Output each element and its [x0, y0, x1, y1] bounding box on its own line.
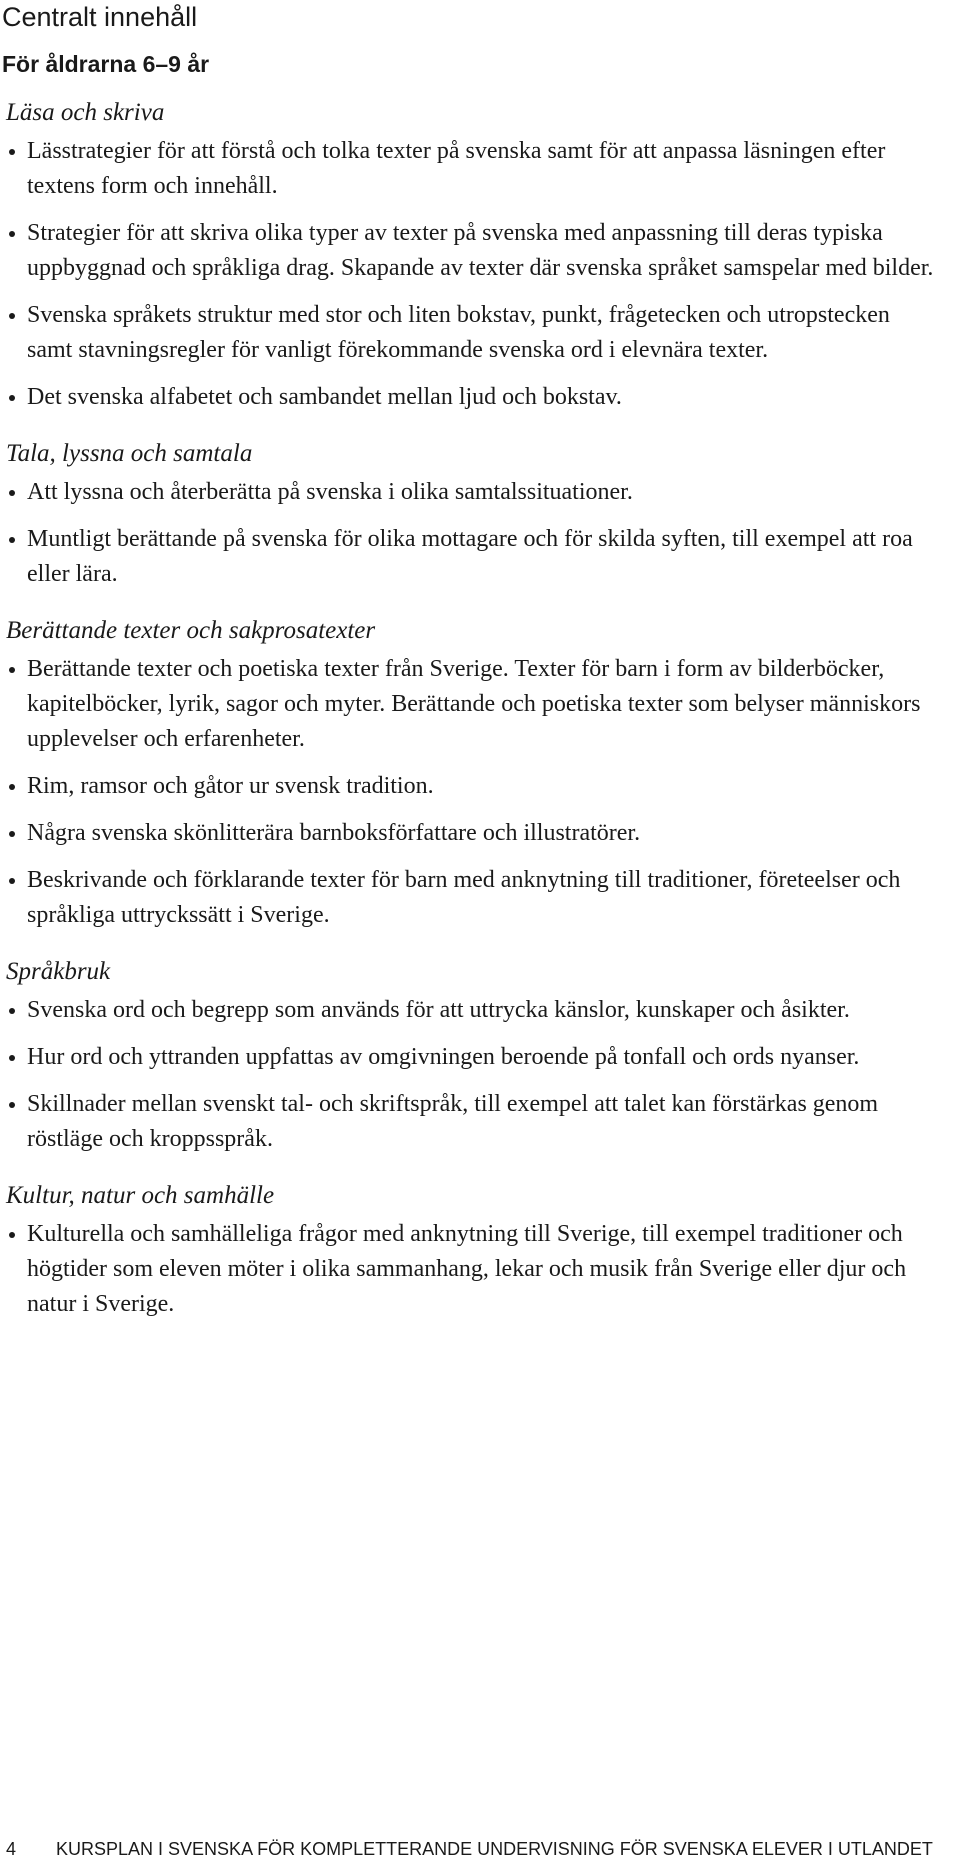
running-title: KURSPLAN I SVENSKA FÖR KOMPLETTERANDE UNDERVISNING FÖR SVENSKA ELEVER I UTLANDET: [56, 1839, 933, 1859]
section-title: Tala, lyssna och samtala: [6, 440, 253, 467]
bullet-icon: [9, 1008, 15, 1014]
list-item-text: Svenska språkets struktur med stor och liten bokstav, punkt, frågetecken och utropstecken samt stavningsregler för vanligt förekommande svenska ord i elevnära texter.: [27, 302, 890, 363]
list-item-text: Svenska ord och begrepp som används för att uttrycka känslor, kunskaper och åsikter.: [27, 997, 850, 1023]
age-group-heading: För åldrarna 6–9 år: [2, 51, 210, 77]
list-item: [0, 1217, 940, 1322]
list-item-text: Det svenska alfabetet och sambandet mellan ljud och bokstav.: [27, 384, 622, 410]
list-item-text: Berättande texter och poetiska texter från Sverige. Texter för barn i form av bilderböcker, kapitelböcker, lyrik, sagor och myter. Berättande och poetiska texter som belyser människors upplevelser och erfarenheter.: [27, 656, 921, 752]
content-section: [0, 955, 940, 1157]
list-item-text: Muntligt berättande på svenska för olika mottagare och för skilda syften, till exempel att roa eller lära.: [27, 526, 913, 587]
bullet-list: [0, 134, 940, 415]
section-title: Kultur, natur och samhälle: [6, 1182, 275, 1209]
list-item-text: Kulturella och samhälleliga frågor med anknytning till Sverige, till exempel traditioner och högtider som eleven möter i olika sammanhang, lekar och musik från Sverige eller djur och natur i Sverige.: [27, 1221, 907, 1317]
list-item: [0, 1040, 940, 1075]
list-item: [0, 863, 940, 933]
bullet-icon: [9, 784, 15, 790]
list-item: [0, 216, 940, 286]
section-title: Språkbruk: [6, 958, 111, 985]
page-title: Centralt innehåll: [2, 2, 198, 32]
list-item: [0, 1087, 940, 1157]
bullet-icon: [9, 1232, 15, 1238]
list-item: [0, 816, 940, 851]
list-item: [0, 134, 940, 204]
list-item: [0, 522, 940, 592]
section-title: Läsa och skriva: [6, 99, 165, 126]
bullet-list: [0, 993, 940, 1157]
list-item: [0, 475, 940, 510]
bullet-icon: [9, 231, 15, 237]
bullet-icon: [9, 149, 15, 155]
list-item-text: Rim, ramsor och gåtor ur svensk tradition.: [27, 773, 434, 799]
bullet-list: [0, 475, 940, 592]
bullet-icon: [9, 490, 15, 496]
list-item: [0, 380, 940, 415]
list-item-text: Strategier för att skriva olika typer av texter på svenska med anpassning till deras typiska uppbyggnad och språkliga drag. Skapande av texter där svenska språket samspelar med bilder.: [27, 220, 934, 281]
bullet-icon: [9, 1055, 15, 1061]
content-section: [0, 437, 940, 592]
list-item: [0, 298, 940, 368]
list-item-text: Beskrivande och förklarande texter för barn med anknytning till traditioner, företeelser och språkliga uttryckssätt i Sverige.: [27, 867, 901, 928]
list-item-text: Skillnader mellan svenskt tal- och skriftspråk, till exempel att talet kan förstärkas genom röstläge och kroppsspråk.: [27, 1091, 879, 1152]
list-item-text: Några svenska skönlitterära barnboksförfattare och illustratörer.: [27, 820, 641, 846]
bullet-icon: [9, 878, 15, 884]
list-item-text: Lässtrategier för att förstå och tolka texter på svenska samt för att anpassa läsningen efter textens form och innehåll.: [27, 138, 886, 199]
content-section: [0, 614, 940, 933]
section-title: Berättande texter och sakprosatexter: [6, 617, 376, 644]
page-footer: [6, 1838, 956, 1860]
bullet-icon: [9, 537, 15, 543]
list-item-text: Att lyssna och återberätta på svenska i olika samtalssituationer.: [27, 479, 633, 505]
bullet-icon: [9, 667, 15, 673]
bullet-icon: [9, 831, 15, 837]
content-body: [0, 96, 940, 1344]
list-item: [0, 652, 940, 757]
bullet-icon: [9, 395, 15, 401]
content-section: [0, 96, 940, 415]
list-item: [0, 769, 940, 804]
content-section: [0, 1179, 940, 1322]
bullet-icon: [9, 1102, 15, 1108]
bullet-icon: [9, 313, 15, 319]
bullet-list: [0, 1217, 940, 1322]
list-item: [0, 993, 940, 1028]
list-item-text: Hur ord och yttranden uppfattas av omgivningen beroende på tonfall och ords nyanser.: [27, 1044, 860, 1070]
bullet-list: [0, 652, 940, 933]
page-number: 4: [6, 1839, 17, 1859]
